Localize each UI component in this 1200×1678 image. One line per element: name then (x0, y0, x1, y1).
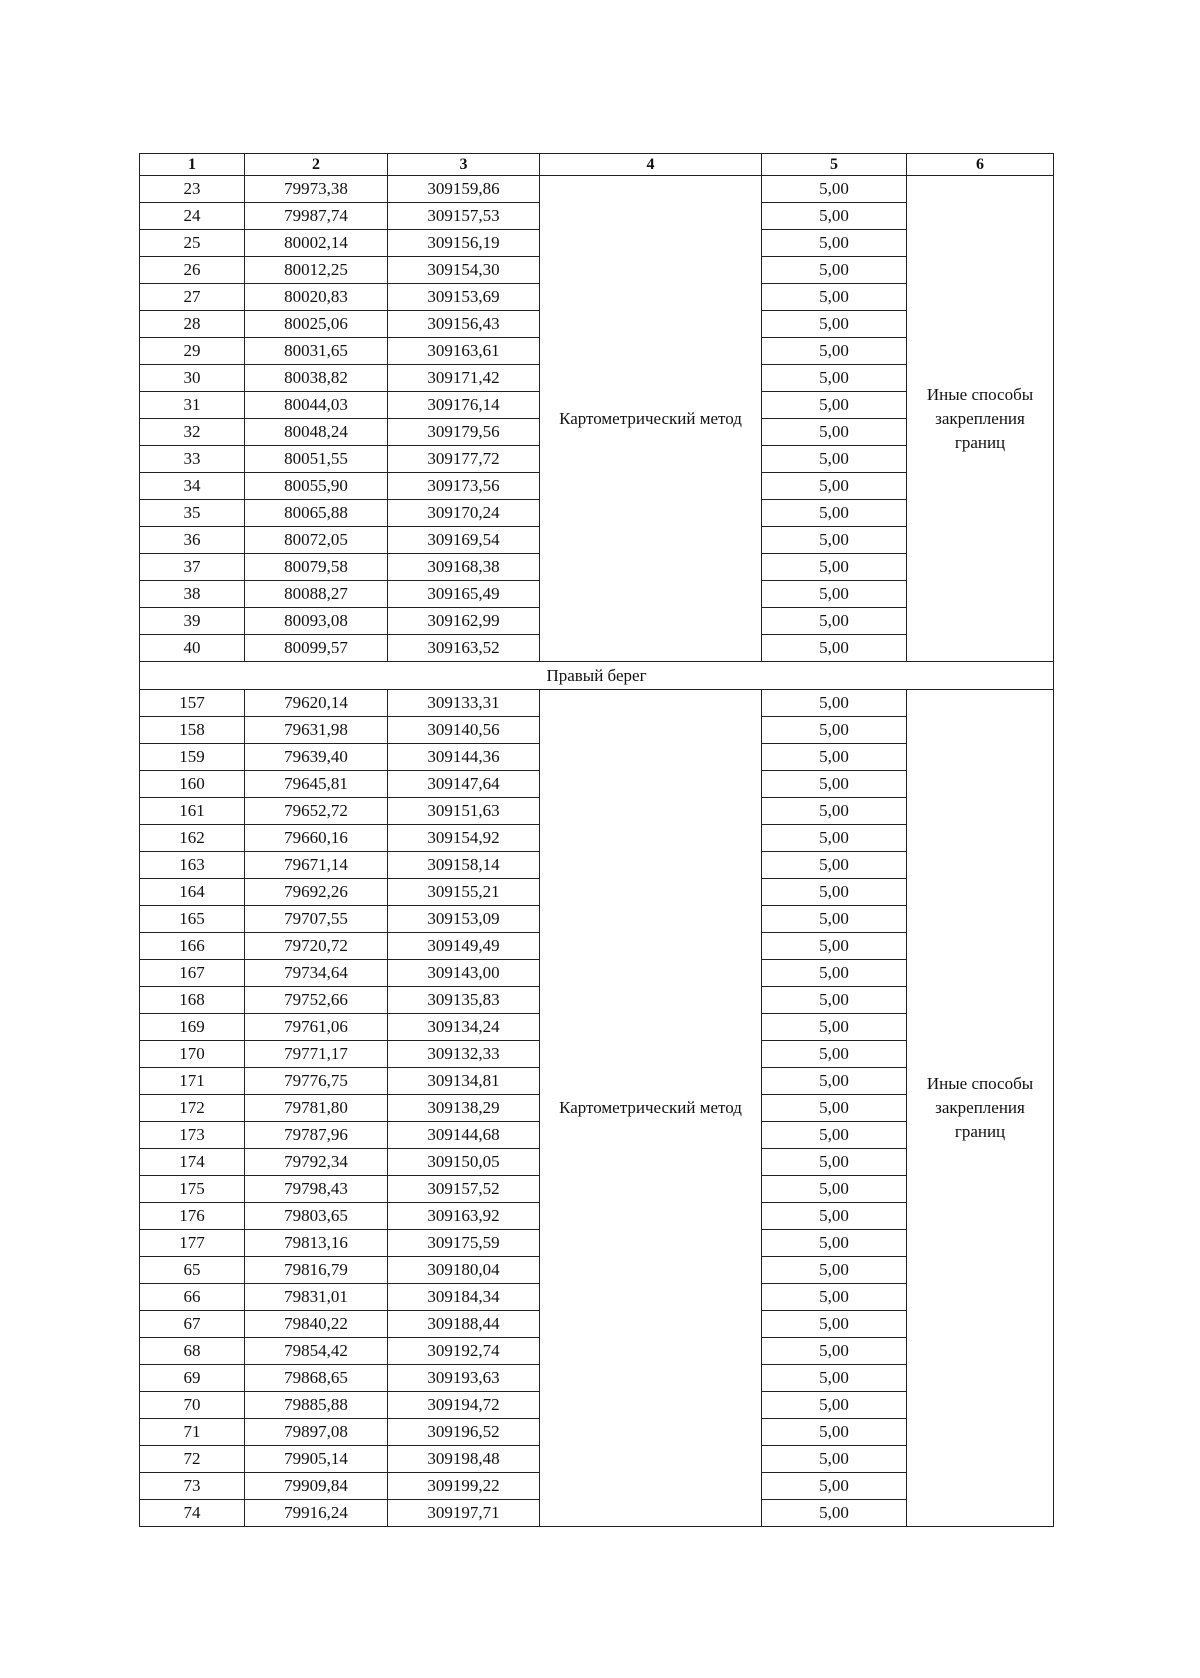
point-number-cell: 67 (140, 1311, 245, 1338)
x-coordinate-cell: 79752,66 (245, 987, 388, 1014)
accuracy-cell: 5,00 (762, 825, 907, 852)
y-coordinate-cell: 309143,00 (388, 960, 540, 987)
x-coordinate-cell: 79707,55 (245, 906, 388, 933)
y-coordinate-cell: 309135,83 (388, 987, 540, 1014)
x-coordinate-cell: 80088,27 (245, 581, 388, 608)
x-coordinate-cell: 79734,64 (245, 960, 388, 987)
y-coordinate-cell: 309163,52 (388, 635, 540, 662)
point-number-cell: 40 (140, 635, 245, 662)
point-number-cell: 39 (140, 608, 245, 635)
column-header-5: 5 (762, 154, 907, 176)
point-number-cell: 23 (140, 176, 245, 203)
y-coordinate-cell: 309176,14 (388, 392, 540, 419)
point-number-cell: 163 (140, 852, 245, 879)
point-number-cell: 164 (140, 879, 245, 906)
y-coordinate-cell: 309171,42 (388, 365, 540, 392)
accuracy-cell: 5,00 (762, 500, 907, 527)
x-coordinate-cell: 80020,83 (245, 284, 388, 311)
y-coordinate-cell: 309147,64 (388, 771, 540, 798)
point-number-cell: 168 (140, 987, 245, 1014)
x-coordinate-cell: 79854,42 (245, 1338, 388, 1365)
y-coordinate-cell: 309177,72 (388, 446, 540, 473)
y-coordinate-cell: 309134,81 (388, 1068, 540, 1095)
y-coordinate-cell: 309184,34 (388, 1284, 540, 1311)
point-number-cell: 73 (140, 1473, 245, 1500)
point-number-cell: 159 (140, 744, 245, 771)
x-coordinate-cell: 79720,72 (245, 933, 388, 960)
point-number-cell: 69 (140, 1365, 245, 1392)
accuracy-cell: 5,00 (762, 690, 907, 717)
y-coordinate-cell: 309169,54 (388, 527, 540, 554)
y-coordinate-cell: 309194,72 (388, 1392, 540, 1419)
accuracy-cell: 5,00 (762, 1446, 907, 1473)
x-coordinate-cell: 79803,65 (245, 1203, 388, 1230)
point-number-cell: 72 (140, 1446, 245, 1473)
accuracy-cell: 5,00 (762, 852, 907, 879)
accuracy-cell: 5,00 (762, 1068, 907, 1095)
x-coordinate-cell: 79776,75 (245, 1068, 388, 1095)
accuracy-cell: 5,00 (762, 311, 907, 338)
accuracy-cell: 5,00 (762, 771, 907, 798)
x-coordinate-cell: 79798,43 (245, 1176, 388, 1203)
accuracy-cell: 5,00 (762, 1041, 907, 1068)
x-coordinate-cell: 79771,17 (245, 1041, 388, 1068)
point-number-cell: 169 (140, 1014, 245, 1041)
y-coordinate-cell: 309197,71 (388, 1500, 540, 1527)
y-coordinate-cell: 309168,38 (388, 554, 540, 581)
point-number-cell: 174 (140, 1149, 245, 1176)
x-coordinate-cell: 79816,79 (245, 1257, 388, 1284)
x-coordinate-cell: 79639,40 (245, 744, 388, 771)
accuracy-cell: 5,00 (762, 960, 907, 987)
point-number-cell: 26 (140, 257, 245, 284)
accuracy-cell: 5,00 (762, 365, 907, 392)
x-coordinate-cell: 79787,96 (245, 1122, 388, 1149)
point-number-cell: 29 (140, 338, 245, 365)
point-number-cell: 33 (140, 446, 245, 473)
point-number-cell: 71 (140, 1419, 245, 1446)
y-coordinate-cell: 309132,33 (388, 1041, 540, 1068)
point-number-cell: 74 (140, 1500, 245, 1527)
accuracy-cell: 5,00 (762, 744, 907, 771)
accuracy-cell: 5,00 (762, 392, 907, 419)
point-number-cell: 172 (140, 1095, 245, 1122)
table-row (140, 690, 1054, 717)
accuracy-cell: 5,00 (762, 1473, 907, 1500)
accuracy-cell: 5,00 (762, 1284, 907, 1311)
x-coordinate-cell: 80079,58 (245, 554, 388, 581)
y-coordinate-cell: 309196,52 (388, 1419, 540, 1446)
accuracy-cell: 5,00 (762, 527, 907, 554)
point-number-cell: 31 (140, 392, 245, 419)
point-number-cell: 30 (140, 365, 245, 392)
point-number-cell: 170 (140, 1041, 245, 1068)
point-number-cell: 37 (140, 554, 245, 581)
point-number-cell: 24 (140, 203, 245, 230)
x-coordinate-cell: 79897,08 (245, 1419, 388, 1446)
x-coordinate-cell: 80031,65 (245, 338, 388, 365)
accuracy-cell: 5,00 (762, 446, 907, 473)
x-coordinate-cell: 79671,14 (245, 852, 388, 879)
y-coordinate-cell: 309163,61 (388, 338, 540, 365)
x-coordinate-cell: 79660,16 (245, 825, 388, 852)
column-header-6: 6 (907, 154, 1054, 176)
accuracy-cell: 5,00 (762, 230, 907, 257)
point-number-cell: 158 (140, 717, 245, 744)
y-coordinate-cell: 309162,99 (388, 608, 540, 635)
x-coordinate-cell: 79781,80 (245, 1095, 388, 1122)
point-number-cell: 36 (140, 527, 245, 554)
column-header-3: 3 (388, 154, 540, 176)
x-coordinate-cell: 80072,05 (245, 527, 388, 554)
column-header-2: 2 (245, 154, 388, 176)
y-coordinate-cell: 309156,19 (388, 230, 540, 257)
x-coordinate-cell: 79868,65 (245, 1365, 388, 1392)
method-cell: Картометрический метод (540, 176, 762, 662)
y-coordinate-cell: 309154,30 (388, 257, 540, 284)
point-number-cell: 160 (140, 771, 245, 798)
accuracy-cell: 5,00 (762, 554, 907, 581)
accuracy-cell: 5,00 (762, 798, 907, 825)
y-coordinate-cell: 309199,22 (388, 1473, 540, 1500)
x-coordinate-cell: 79620,14 (245, 690, 388, 717)
coordinates-table (139, 153, 1054, 1527)
y-coordinate-cell: 309149,49 (388, 933, 540, 960)
x-coordinate-cell: 80065,88 (245, 500, 388, 527)
point-number-cell: 173 (140, 1122, 245, 1149)
fixation-method-cell: Иные способы закрепления границ (907, 690, 1054, 1527)
x-coordinate-cell: 80038,82 (245, 365, 388, 392)
point-number-cell: 68 (140, 1338, 245, 1365)
accuracy-cell: 5,00 (762, 1203, 907, 1230)
accuracy-cell: 5,00 (762, 1014, 907, 1041)
table-header (140, 154, 1054, 176)
x-coordinate-cell: 80055,90 (245, 473, 388, 500)
x-coordinate-cell: 80025,06 (245, 311, 388, 338)
y-coordinate-cell: 309192,74 (388, 1338, 540, 1365)
accuracy-cell: 5,00 (762, 1149, 907, 1176)
y-coordinate-cell: 309175,59 (388, 1230, 540, 1257)
x-coordinate-cell: 79973,38 (245, 176, 388, 203)
accuracy-cell: 5,00 (762, 473, 907, 500)
x-coordinate-cell: 80012,25 (245, 257, 388, 284)
y-coordinate-cell: 309157,53 (388, 203, 540, 230)
point-number-cell: 32 (140, 419, 245, 446)
y-coordinate-cell: 309180,04 (388, 1257, 540, 1284)
y-coordinate-cell: 309144,36 (388, 744, 540, 771)
y-coordinate-cell: 309188,44 (388, 1311, 540, 1338)
x-coordinate-cell: 79761,06 (245, 1014, 388, 1041)
x-coordinate-cell: 80099,57 (245, 635, 388, 662)
point-number-cell: 167 (140, 960, 245, 987)
section-row (140, 662, 1054, 690)
header-row (140, 154, 1054, 176)
x-coordinate-cell: 80048,24 (245, 419, 388, 446)
y-coordinate-cell: 309179,56 (388, 419, 540, 446)
column-header-4: 4 (540, 154, 762, 176)
accuracy-cell: 5,00 (762, 987, 907, 1014)
y-coordinate-cell: 309173,56 (388, 473, 540, 500)
point-number-cell: 157 (140, 690, 245, 717)
y-coordinate-cell: 309159,86 (388, 176, 540, 203)
y-coordinate-cell: 309165,49 (388, 581, 540, 608)
point-number-cell: 162 (140, 825, 245, 852)
accuracy-cell: 5,00 (762, 1230, 907, 1257)
accuracy-cell: 5,00 (762, 1365, 907, 1392)
y-coordinate-cell: 309170,24 (388, 500, 540, 527)
x-coordinate-cell: 79813,16 (245, 1230, 388, 1257)
y-coordinate-cell: 309140,56 (388, 717, 540, 744)
accuracy-cell: 5,00 (762, 581, 907, 608)
point-number-cell: 65 (140, 1257, 245, 1284)
point-number-cell: 27 (140, 284, 245, 311)
x-coordinate-cell: 80051,55 (245, 446, 388, 473)
x-coordinate-cell: 79840,22 (245, 1311, 388, 1338)
column-header-1: 1 (140, 154, 245, 176)
y-coordinate-cell: 309151,63 (388, 798, 540, 825)
point-number-cell: 165 (140, 906, 245, 933)
accuracy-cell: 5,00 (762, 906, 907, 933)
point-number-cell: 28 (140, 311, 245, 338)
accuracy-cell: 5,00 (762, 1257, 907, 1284)
point-number-cell: 161 (140, 798, 245, 825)
y-coordinate-cell: 309153,09 (388, 906, 540, 933)
y-coordinate-cell: 309156,43 (388, 311, 540, 338)
point-number-cell: 34 (140, 473, 245, 500)
x-coordinate-cell: 80093,08 (245, 608, 388, 635)
x-coordinate-cell: 79792,34 (245, 1149, 388, 1176)
y-coordinate-cell: 309138,29 (388, 1095, 540, 1122)
y-coordinate-cell: 309155,21 (388, 879, 540, 906)
point-number-cell: 166 (140, 933, 245, 960)
x-coordinate-cell: 80002,14 (245, 230, 388, 257)
accuracy-cell: 5,00 (762, 257, 907, 284)
accuracy-cell: 5,00 (762, 1500, 907, 1527)
x-coordinate-cell: 79652,72 (245, 798, 388, 825)
point-number-cell: 25 (140, 230, 245, 257)
method-cell: Картометрический метод (540, 690, 762, 1527)
y-coordinate-cell: 309144,68 (388, 1122, 540, 1149)
x-coordinate-cell: 79885,88 (245, 1392, 388, 1419)
section-label: Правый берег (140, 662, 1054, 690)
x-coordinate-cell: 79831,01 (245, 1284, 388, 1311)
accuracy-cell: 5,00 (762, 1311, 907, 1338)
table-body (140, 176, 1054, 1527)
point-number-cell: 38 (140, 581, 245, 608)
point-number-cell: 176 (140, 1203, 245, 1230)
x-coordinate-cell: 79909,84 (245, 1473, 388, 1500)
accuracy-cell: 5,00 (762, 1338, 907, 1365)
accuracy-cell: 5,00 (762, 879, 907, 906)
point-number-cell: 70 (140, 1392, 245, 1419)
accuracy-cell: 5,00 (762, 1176, 907, 1203)
accuracy-cell: 5,00 (762, 284, 907, 311)
accuracy-cell: 5,00 (762, 635, 907, 662)
accuracy-cell: 5,00 (762, 1392, 907, 1419)
y-coordinate-cell: 309158,14 (388, 852, 540, 879)
point-number-cell: 171 (140, 1068, 245, 1095)
x-coordinate-cell: 80044,03 (245, 392, 388, 419)
accuracy-cell: 5,00 (762, 176, 907, 203)
y-coordinate-cell: 309134,24 (388, 1014, 540, 1041)
y-coordinate-cell: 309154,92 (388, 825, 540, 852)
point-number-cell: 175 (140, 1176, 245, 1203)
point-number-cell: 177 (140, 1230, 245, 1257)
y-coordinate-cell: 309157,52 (388, 1176, 540, 1203)
fixation-method-cell: Иные способы закрепления границ (907, 176, 1054, 662)
y-coordinate-cell: 309150,05 (388, 1149, 540, 1176)
accuracy-cell: 5,00 (762, 1095, 907, 1122)
table-row (140, 176, 1054, 203)
y-coordinate-cell: 309133,31 (388, 690, 540, 717)
point-number-cell: 35 (140, 500, 245, 527)
accuracy-cell: 5,00 (762, 608, 907, 635)
point-number-cell: 66 (140, 1284, 245, 1311)
x-coordinate-cell: 79645,81 (245, 771, 388, 798)
x-coordinate-cell: 79987,74 (245, 203, 388, 230)
x-coordinate-cell: 79905,14 (245, 1446, 388, 1473)
accuracy-cell: 5,00 (762, 203, 907, 230)
accuracy-cell: 5,00 (762, 1122, 907, 1149)
x-coordinate-cell: 79916,24 (245, 1500, 388, 1527)
accuracy-cell: 5,00 (762, 717, 907, 744)
accuracy-cell: 5,00 (762, 419, 907, 446)
y-coordinate-cell: 309198,48 (388, 1446, 540, 1473)
y-coordinate-cell: 309153,69 (388, 284, 540, 311)
y-coordinate-cell: 309163,92 (388, 1203, 540, 1230)
accuracy-cell: 5,00 (762, 933, 907, 960)
accuracy-cell: 5,00 (762, 338, 907, 365)
accuracy-cell: 5,00 (762, 1419, 907, 1446)
y-coordinate-cell: 309193,63 (388, 1365, 540, 1392)
x-coordinate-cell: 79631,98 (245, 717, 388, 744)
x-coordinate-cell: 79692,26 (245, 879, 388, 906)
